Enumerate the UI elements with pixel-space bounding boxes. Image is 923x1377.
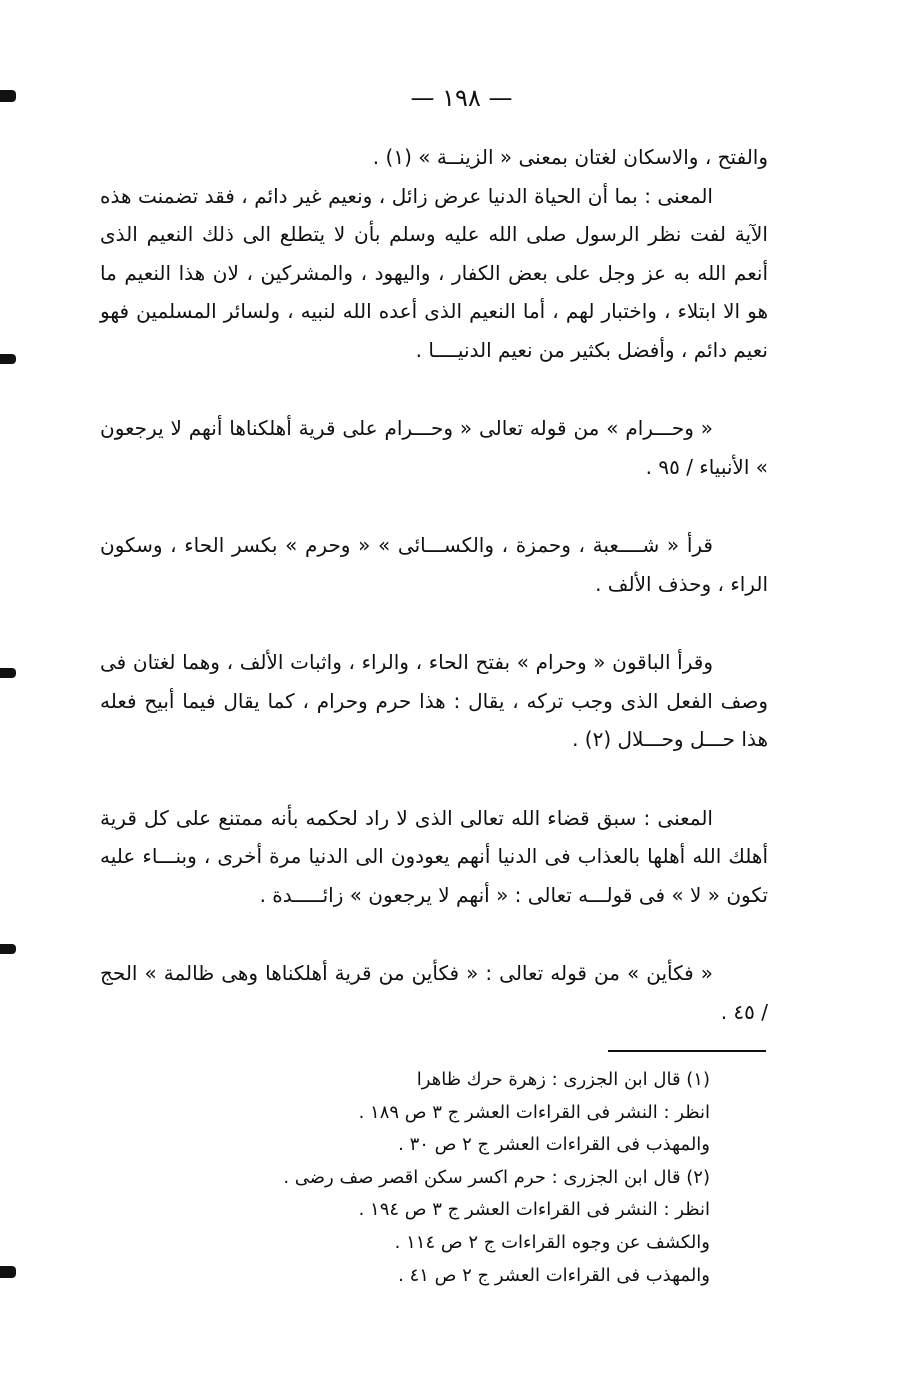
footnote-separator [608,1050,766,1052]
margin-mark [0,944,16,954]
margin-mark [0,354,16,364]
footnote-line: انظر : النشر فى القراءات العشر ج ٣ ص ١٨٩ . [358,1101,710,1123]
paragraph: قرأ « شــــعبة ، وحمزة ، والكســـائى » « وحرم » بكسر الحاء ، وسكون الراء ، وحذف الألف . [100,533,768,596]
paragraph: المعنى : سبق قضاء الله تعالى الذى لا راد لحكمه بأنه ممتنع على كل قرية أهلك الله أهلها بالعذاب فى الدنيا أنهم يعودون الى الدنيا مرة أخرى ، وبنـــاء عليه تكون « لا » فى قولـــه تعالى : « أنهم لا يرجعون » زائـــــدة . [100,805,768,907]
paragraph: « وحـــرام » من قوله تعالى « وحـــرام على قرية أهلكناها أنهم لا يرجعون » الأنبياء / ٩٥ . [100,416,768,479]
footnote-line: انظر : النشر فى القراءات العشر ج ٣ ص ١٩٤ . [358,1199,710,1221]
paragraph: وقرأ الباقون « وحرام » بفتح الحاء ، والراء ، واثبات الألف ، وهما لغتان فى وصف الفعل الذى وجب تركه ، يقال : هذا حرم وحرام ، كما يقال فيما أبيح فعله هذا حـــل وحـــلال (٢) . [100,650,768,751]
footnote-line: والمهذب فى القراءات العشر ج ٢ ص ٣٠ . [398,1134,710,1156]
margin-mark [0,668,16,678]
margin-mark [0,1266,16,1278]
main-text [100,138,768,1031]
footnotes [150,1064,710,1292]
page-number: — ١٩٨ — [410,84,513,112]
footnote-line: (٢) قال ابن الجزرى : حرم اكسر سكن اقصر صف رضى . [283,1166,710,1188]
footnote-line: والكشف عن وجوه القراءات ج ٢ ص ١١٤ . [394,1231,710,1253]
footnote-line: والمهذب فى القراءات العشر ج ٢ ص ٤١ . [398,1264,710,1286]
paragraph: المعنى : بما أن الحياة الدنيا عرض زائل ، ونعيم غير دائم ، فقد تضمنت هذه الآية لفت نظر الرسول صلى الله عليه وسلم بأن لا يتطلع الى ذلك النعيم الذى أنعم الله به عز وجل على بعض الكفار ، واليهود ، والمشركين ، لان هذا النعيم ما هو الا ابتلاء ، واختبار لهم ، أما النعيم الذى أعده الله لنبيه ، ولسائر المسلمين فهو نعيم دائم ، وأفضل بكثير من نعيم الدنيــــا . [100,183,768,362]
paragraph: « فكأين » من قوله تعالى : « فكأين من قرية أهلكناها وهى ظالمة » الحج / ٤٥ . [100,961,768,1024]
paragraph: والفتح ، والاسكان لغتان بمعنى « الزينــة » (١) . [372,145,768,169]
footnote-line: (١) قال ابن الجزرى : زهرة حرك ظاهرا [416,1069,710,1090]
